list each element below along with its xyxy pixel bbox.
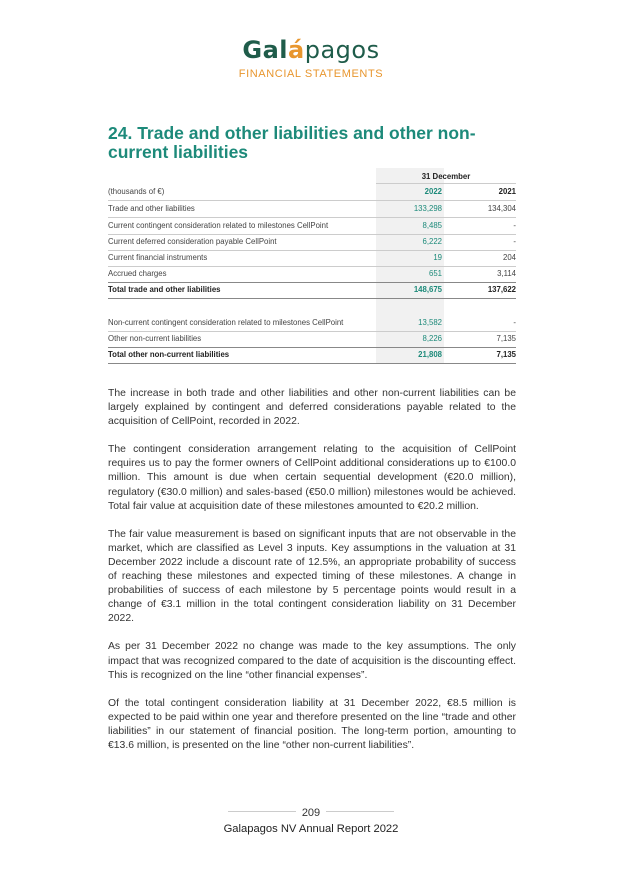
body-text bbox=[108, 387, 516, 767]
table-total-row: Total trade and other liabilities 148,675 137,622 bbox=[108, 285, 516, 294]
table-total-row: Total other non-current liabilities 21,808 7,135 bbox=[108, 350, 516, 359]
divider bbox=[228, 811, 296, 812]
table-header-row bbox=[108, 184, 516, 200]
divider bbox=[108, 298, 516, 299]
paragraph: Of the total contingent consideration liability at 31 December 2022, €8.5 million is expected to be paid within one year and therefore presented on the line “trade and other liabilities” in our statement of financial position. The long-term portion, amounting to €13.6 million, is presented on the line “other non-current liabilities”. bbox=[108, 697, 516, 751]
table-row: Current deferred consideration payable CellPoint 6,222 - bbox=[108, 237, 516, 246]
divider bbox=[108, 363, 516, 364]
paragraph: As per 31 December 2022 no change was made to the key assumptions. The only impact that was recognized compared to the date of acquisition is the discounting effect. This is recognized on the line “other financial expenses”. bbox=[108, 641, 516, 681]
paragraph: The increase in both trade and other liabilities and other non-current liabilities can be largely explained by contingent and deferred considerations payable related to the acquisition of CellPoint, recorded in 2022. bbox=[108, 388, 516, 428]
period-header: 31 December bbox=[421, 172, 471, 181]
column-header-2022: 2022 bbox=[424, 187, 442, 196]
page-number: 209 bbox=[301, 807, 321, 819]
table-row: Current financial instruments 19 204 bbox=[108, 253, 516, 262]
table-row: Non-current contingent consideration related to milestones CellPoint 13,582 - bbox=[108, 318, 516, 327]
brand-logo bbox=[0, 36, 622, 80]
page-title: 24. Trade and other liabilities and other non-current liabilities bbox=[108, 123, 476, 162]
column-header-2021: 2021 bbox=[498, 187, 516, 196]
page-number-block bbox=[0, 803, 622, 821]
report-title: Galapagos NV Annual Report 2022 bbox=[223, 823, 399, 835]
paragraph: The fair value measurement is based on significant inputs that are not observable in the market, which are classified as Level 3 inputs. Key assumptions in the valuation at 31 December 2022 include a discount rate of 12.5%, an appropriate probability of success of reaching these milestones and expected timing of these milestones. A change in probabilities of success of each milestone by 5 percentage points would result in a change of €3.1 million in the total contingent consideration liability on 31 December 2022. bbox=[108, 528, 516, 625]
divider bbox=[326, 811, 394, 812]
table-row: Other non-current liabilities 8,226 7,135 bbox=[108, 334, 516, 343]
table-row: Trade and other liabilities 133,298 134,304 bbox=[108, 204, 516, 213]
paragraph: The contingent consideration arrangement relating to the acquisition of CellPoint requires us to pay the former owners of CellPoint additional considerations up to €100.0 million. This amount is due when certain sequential development (€20.0 million), regulatory (€30.0 million) and sales-based (€50.0 million) milestones would be achieved. Total fair value at acquisition date of these milestones amounted to €20.2 million. bbox=[108, 444, 516, 512]
table-row: Accrued charges 651 3,114 bbox=[108, 269, 516, 278]
section-subtitle: FINANCIAL STATEMENTS bbox=[238, 68, 384, 80]
units-label: (thousands of €) bbox=[108, 187, 165, 196]
logo-wordmark: Galápagos bbox=[242, 36, 380, 64]
table-row: Current contingent consideration related to milestones CellPoint 8,485 - bbox=[108, 221, 516, 230]
